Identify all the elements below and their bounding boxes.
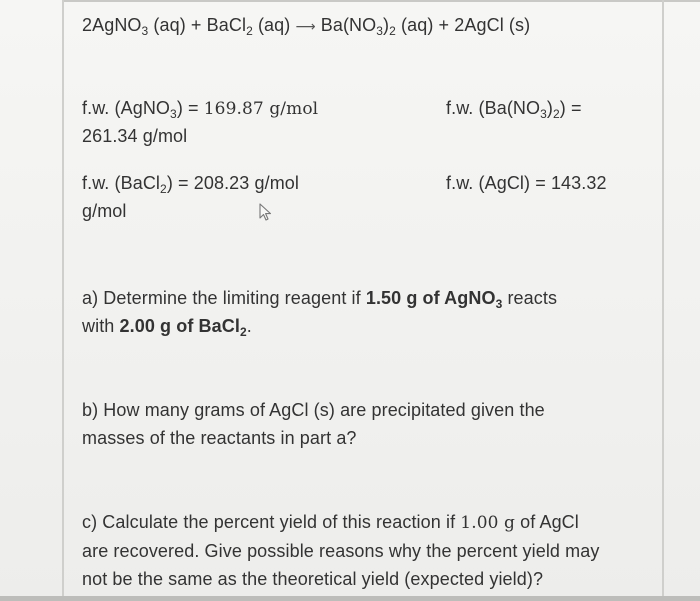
fw-bano32-subscript: 3 — [540, 107, 547, 121]
fw-agcl-label: f.w. (AgCl) = — [446, 173, 551, 193]
fw-agno3 — [82, 94, 318, 123]
table-border-bottom — [0, 596, 700, 601]
table-border-left — [62, 0, 64, 601]
equation-product1-subscript: 3 — [376, 24, 384, 38]
question-c-line1 — [82, 508, 579, 537]
fw-bacl2-label: f.w. (BaCl — [82, 173, 161, 193]
question-a-line2 — [82, 312, 252, 340]
equation-reactant1-state: (aq) + BaCl — [148, 15, 247, 35]
fw-agno3-value: 169.87 g/mol — [203, 99, 319, 119]
equation-reactant2-subscript: 2 — [246, 24, 253, 38]
question-a-with: with — [82, 316, 120, 336]
fw-bacl2 — [82, 169, 299, 197]
fw-agno3-equals: ) = — [176, 98, 204, 118]
question-a-line1 — [82, 284, 557, 312]
reaction-arrow-icon: ⟶ — [295, 19, 316, 35]
equation-product1-close: ) — [383, 15, 390, 35]
question-b-line1: b) How many grams of AgCl (s) are precipitated given the — [82, 400, 545, 420]
fw-agno3-label: f.w. (AgNO — [82, 98, 171, 118]
fw-bacl2-equals: ) = — [166, 173, 194, 193]
fw-bano32-close: ) — [546, 98, 554, 118]
equation-reactant1-subscript: 3 — [141, 24, 149, 38]
fw-bano32 — [446, 94, 582, 122]
fw-agcl-value: 143.32 — [550, 173, 607, 193]
fw-bano32-equals: ) = — [559, 98, 582, 118]
question-a-mass-bacl2: 2.00 g of BaCl — [119, 316, 240, 336]
question-a-bacl2-subscript: 2 — [239, 325, 247, 339]
question-c-line2: are recovered. Give possible reasons why the percent yield may — [82, 541, 600, 561]
fw-agcl-unit: g/mol — [82, 201, 127, 221]
question-a-reacts: reacts — [502, 288, 558, 308]
question-c-text: c) Calculate the percent yield of this reaction if — [82, 512, 461, 532]
question-a-agno3-subscript: 3 — [495, 297, 503, 311]
fw-bacl2-value: 208.23 g/mol — [193, 173, 300, 193]
question-c-line3: not be the same as the theoretical yield (expected yield)? — [82, 569, 544, 589]
equation-product-rest: (aq) + 2AgCl (s) — [395, 15, 531, 35]
equation-reactant1: 2AgNO — [82, 15, 142, 35]
question-a-mass-agno3: 1.50 g of AgNO — [365, 288, 496, 308]
equation-reactant2-state: (aq) — [252, 15, 296, 35]
fw-bano32-label: f.w. (Ba(NO — [446, 98, 541, 118]
fw-agcl — [446, 169, 607, 197]
fw-bacl2-subscript: 2 — [160, 182, 167, 196]
mouse-pointer-icon — [258, 203, 274, 221]
question-c-agcl: of AgCl — [515, 512, 579, 532]
table-border-top — [62, 0, 700, 2]
question-a-text: a) Determine the limiting reagent if — [82, 288, 366, 308]
fw-bano32-subscript2: 2 — [553, 107, 560, 121]
equation-product1-subscript2: 2 — [389, 24, 396, 38]
table-border-right — [662, 0, 664, 601]
question-a-period: . — [246, 316, 252, 336]
fw-bano32-value: 261.34 g/mol — [82, 126, 188, 146]
question-c-mass: 1.00 g — [460, 513, 516, 533]
equation-product1: Ba(NO — [315, 15, 377, 35]
question-b-line2: masses of the reactants in part a? — [82, 428, 357, 448]
reaction-equation — [82, 11, 530, 41]
fw-agno3-subscript: 3 — [170, 107, 177, 121]
